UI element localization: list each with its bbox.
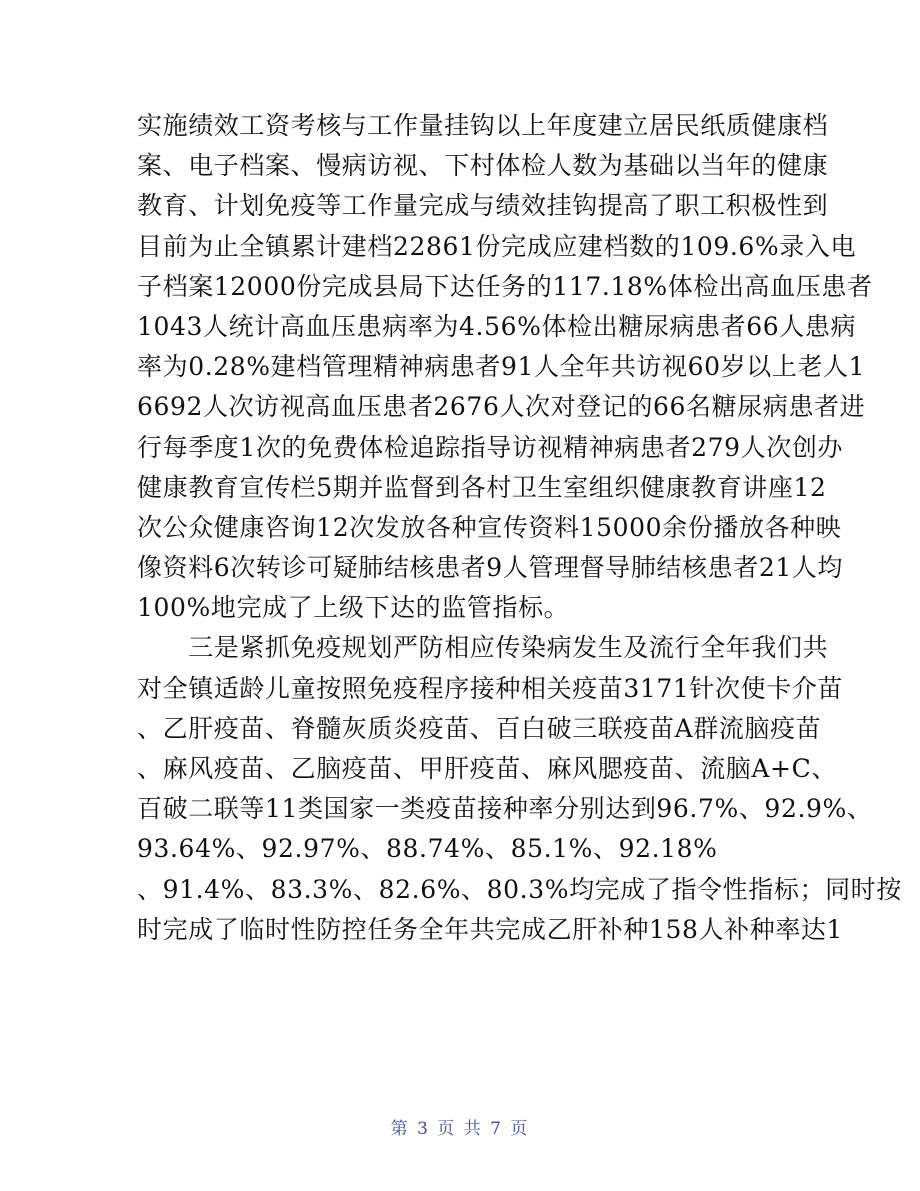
text-line: 行每季度1次的免费体检追踪指导访视精神病患者279人次创办 xyxy=(137,432,844,462)
text-line: 100%地完成了上级下达的监管指标。 xyxy=(137,593,570,623)
text-line: 目前为止全镇累计建档22861份完成应建档数的109.6%录入电 xyxy=(137,231,857,261)
text-line: 次公众健康咨询12次发放各种宣传资料15000余份播放各种映 xyxy=(137,512,842,542)
text-line: 、乙肝疫苗、脊髓灰质炎疫苗、百白破三联疫苗A群流脑疫苗 xyxy=(137,713,822,743)
text-line: 子档案12000份完成县局下达任务的117.18%体检出高血压患者 xyxy=(137,271,873,301)
text-line: 对全镇适龄儿童按照免疫程序接种相关疫苗3171针次使卡介苗 xyxy=(137,673,844,703)
text-line: 6692人次访视高血压患者2676人次对登记的66名糖尿病患者进 xyxy=(137,392,866,422)
text-line: 、91.4%、83.3%、82.6%、80.3%均完成了指令性指标；同时按 xyxy=(137,874,902,904)
text-line: 健康教育宣传栏5期并监督到各村卫生室组织健康教育讲座12 xyxy=(137,472,827,502)
text-line: 率为0.28%建档管理精神病患者91人全年共访视60岁以上老人1 xyxy=(137,352,866,382)
text-line: 1043人统计高血压患病率为4.56%体检出糖尿病患者66人患病 xyxy=(137,311,857,341)
text-line: 时完成了临时性防控任务全年共完成乙肝补种158人补种率达1 xyxy=(137,914,844,944)
body-text xyxy=(137,106,902,950)
text-line: 教育、计划免疫等工作量完成与绩效挂钩提高了职工积极性到 xyxy=(137,191,829,221)
text-line: 三是紧抓免疫规划严防相应传染病发生及流行全年我们共 xyxy=(137,633,829,663)
text-line: 实施绩效工资考核与工作量挂钩以上年度建立居民纸质健康档 xyxy=(137,111,829,140)
text-line: 像资料6次转诊可疑肺结核患者9人管理督导肺结核患者21人均 xyxy=(137,553,844,583)
text-line: 百破二联等11类国家一类疫苗接种率分别达到96.7%、92.9%、 xyxy=(137,794,873,824)
page-number-footer: 第 3 页 共 7 页 xyxy=(390,1119,530,1139)
text-line: 、麻风疫苗、乙脑疫苗、甲肝疫苗、麻风腮疫苗、流脑A+C、 xyxy=(137,754,837,783)
text-line: 93.64%、92.97%、88.74%、85.1%、92.18% xyxy=(137,834,718,864)
text-line: 案、电子档案、慢病访视、下村体检人数为基础以当年的健康 xyxy=(137,151,829,181)
